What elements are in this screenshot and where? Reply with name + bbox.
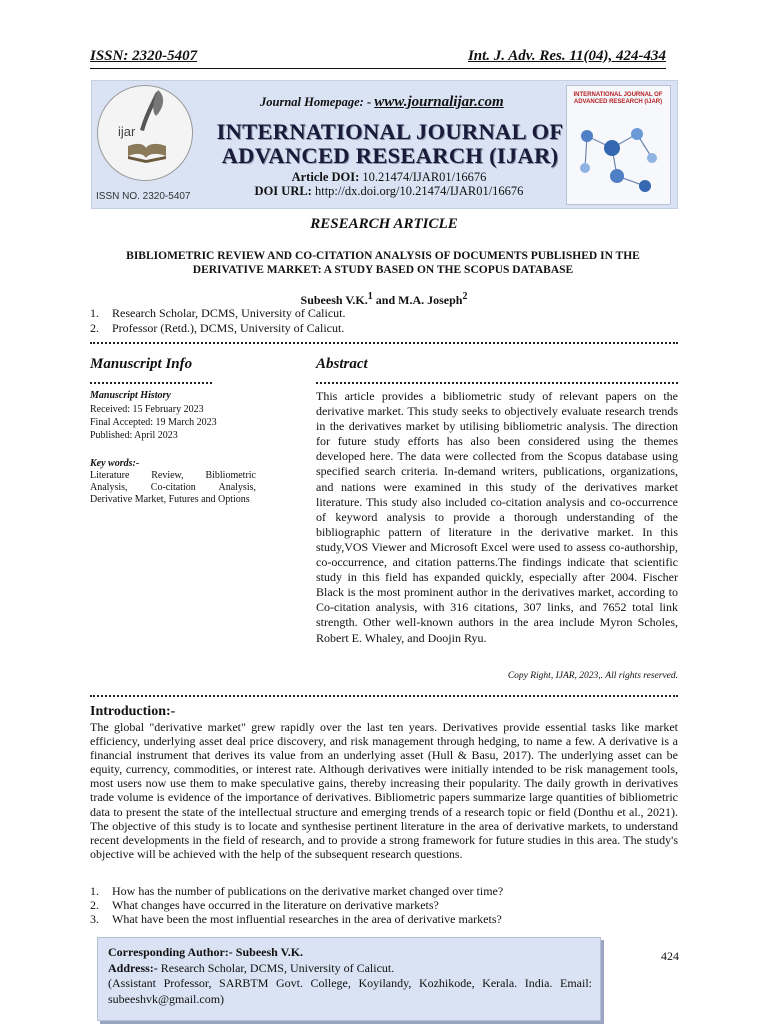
- journal-title-line-1: INTERNATIONAL JOURNAL OF: [216, 119, 564, 144]
- keywords-heading-text: Key words:-: [90, 458, 140, 469]
- history-heading-text: Manuscript History: [90, 390, 171, 401]
- keywords-heading: [90, 458, 139, 469]
- journal-citation: Int. J. Adv. Res. 11(04), 424-434: [467, 48, 666, 64]
- journal-homepage: [260, 94, 504, 111]
- address-label: Address:-: [108, 960, 158, 975]
- keywords-list: Literature Review, Bibliometric Analysis, Co-citation Analysis, Derivative Market, Futures and Options: [90, 470, 256, 505]
- manuscript-info-divider: [90, 376, 212, 384]
- author-1: Subeesh V.K.: [300, 293, 368, 307]
- address-text: Research Scholar, DCMS, University of Calicut.: [157, 960, 395, 975]
- article-type: RESEARCH ARTICLE: [310, 216, 458, 232]
- homepage-label: Journal Homepage: -: [260, 95, 372, 109]
- homepage-link[interactable]: www.journalijar.com: [374, 94, 504, 110]
- running-head: [90, 46, 666, 69]
- doi-value: 10.21474/IJAR01/16676: [362, 170, 487, 184]
- research-question-3: [90, 912, 678, 926]
- question-1-num: 1.: [90, 884, 99, 898]
- ijar-logo: [97, 85, 193, 181]
- page-number: 424: [661, 949, 679, 963]
- question-3-num: 3.: [90, 912, 99, 926]
- corresponding-author-box: [97, 937, 601, 1021]
- divider-top: [90, 336, 678, 344]
- quill-book-icon: [98, 86, 192, 180]
- affiliation-2: [90, 321, 344, 336]
- corresponding-address: [108, 961, 592, 977]
- published-date: Published: April 2023: [90, 430, 178, 441]
- abstract-heading: Abstract: [316, 356, 368, 372]
- affiliation-2-text: Professor (Retd.), DCMS, University of Calicut.: [112, 321, 345, 335]
- doi-url-link[interactable]: http://dx.doi.org/10.21474/IJAR01/16676: [314, 184, 524, 198]
- doi-label: Article DOI:: [291, 170, 360, 184]
- accepted-date: Final Accepted: 19 March 2023: [90, 417, 217, 428]
- abstract-text: This article provides a bibliometric study of relevant papers on the derivative market. This study seeks to objectively evaluate research trends in the derivatives market by utilising bibliometric analysis. The direction for future study efforts has also been considered using the themes developed here. The data were collected from the Scopus database using specified search criteria. In-demand writers, publications, organizations, and nations were examined in this study of the derivatives market literature. This study also included co-citation analysis and co-occurrence of keyword analysis to provide a thorough understanding of the bibliographic pattern of literature in the derivative market. In this study,VOS Viewer and Microsoft Excel were used to assess co-authorship, co-occurrence, and citation patterns.The findings indicate that scientific study in this field has expanded quickly, especially after 2004. Fischer Black is the most prominent author in the derivatives market, according to Co-citation analysis, with 316 citations, 307 links, and 7652 total link strength. Other well-known authors in the area include Myron Scholes, Robert E. Whaley, and Doojin Ryu.: [316, 389, 678, 645]
- author-1-sup: 1: [367, 291, 373, 302]
- logo-issn: ISSN NO. 2320-5407: [96, 191, 191, 202]
- divider-bottom: [90, 689, 678, 697]
- question-1-text: How has the number of publications on the derivative market changed over time?: [112, 884, 504, 898]
- journal-banner: [91, 80, 678, 209]
- author-2: M.A. Joseph: [398, 293, 463, 307]
- research-question-2: [90, 898, 678, 912]
- corresponding-extra: (Assistant Professor, SARBTM Govt. College, Koyilandy, Kozhikode, Kerala. India. Email: subeeshvk@gmail.com): [108, 976, 592, 1006]
- author-2-sup: 2: [462, 291, 468, 302]
- manuscript-history-heading: [90, 390, 171, 401]
- copyright-notice: Copy Right, IJAR, 2023,. All rights reserved.: [507, 671, 678, 681]
- question-3-text: What have been the most influential researches in the area of derivative markets?: [112, 912, 502, 926]
- cover-title: INTERNATIONAL JOURNAL OF ADVANCED RESEARCH (IJAR): [573, 92, 663, 105]
- doi-url-label: DOI URL:: [254, 184, 312, 198]
- doi-block: [224, 170, 554, 198]
- author-and: and: [372, 293, 399, 307]
- affiliation-1-num: 1.: [90, 306, 99, 320]
- affiliation-1: [90, 306, 345, 321]
- abstract-divider: [316, 376, 678, 384]
- paper-title: BIBLIOMETRIC REVIEW AND CO-CITATION ANALYSIS OF DOCUMENTS PUBLISHED IN THE DERIVATIVE MARKET: A STUDY BASED ON THE SCOPUS DATABASE: [126, 250, 640, 276]
- manuscript-info-heading: Manuscript Info: [90, 356, 193, 372]
- question-2-text: What changes have occurred in the literature on derivative markets?: [112, 898, 439, 912]
- introduction-text: The global "derivative market" grew rapidly over the last ten years. Derivatives provide essential tasks like market efficiency, underlying asset deal price discovery, and risk management through hedging, to name a few. A derivative is a financial instrument that derives its value from an underlying asset (Hull & Basu, 2017). The underlying asset can be equity, currency, commodities, or interest rate. Although derivatives were initially intended to be risk management tools, most users now use them to make speculative gains, thereby increasing their popularity. The daily growth in derivatives trade volume is evidence of the importance of derivatives. Bibliometric papers summarize large quantities of bibliometric data to present the state of the intellectual structure and emerging trends of a research topic or field (Donthu et al., 2021). The objective of this study is to locate and synthesise pertinent literature in the area of derivative markets, to understand recent developments in the field of research, and to provide a strong framework for future studies in this area. The study's objective will be achieved with the help of the subsequent research questions.: [90, 720, 678, 861]
- research-question-1: [90, 884, 678, 898]
- affiliation-1-text: Research Scholar, DCMS, University of Calicut.: [112, 306, 346, 320]
- journal-cover-image: [566, 85, 671, 205]
- received-date: Received: 15 February 2023: [90, 404, 204, 415]
- logo-text: ijar: [118, 124, 136, 139]
- issn-text: ISSN: 2320-5407: [90, 48, 198, 64]
- introduction-heading: Introduction:-: [90, 704, 176, 719]
- question-2-num: 2.: [90, 898, 99, 912]
- journal-title-line-2: ADVANCED RESEARCH (IJAR): [221, 143, 559, 168]
- corresponding-author-label: Corresponding Author:- Subeesh V.K.: [108, 945, 304, 959]
- journal-title: [200, 120, 580, 168]
- affiliation-2-num: 2.: [90, 321, 99, 335]
